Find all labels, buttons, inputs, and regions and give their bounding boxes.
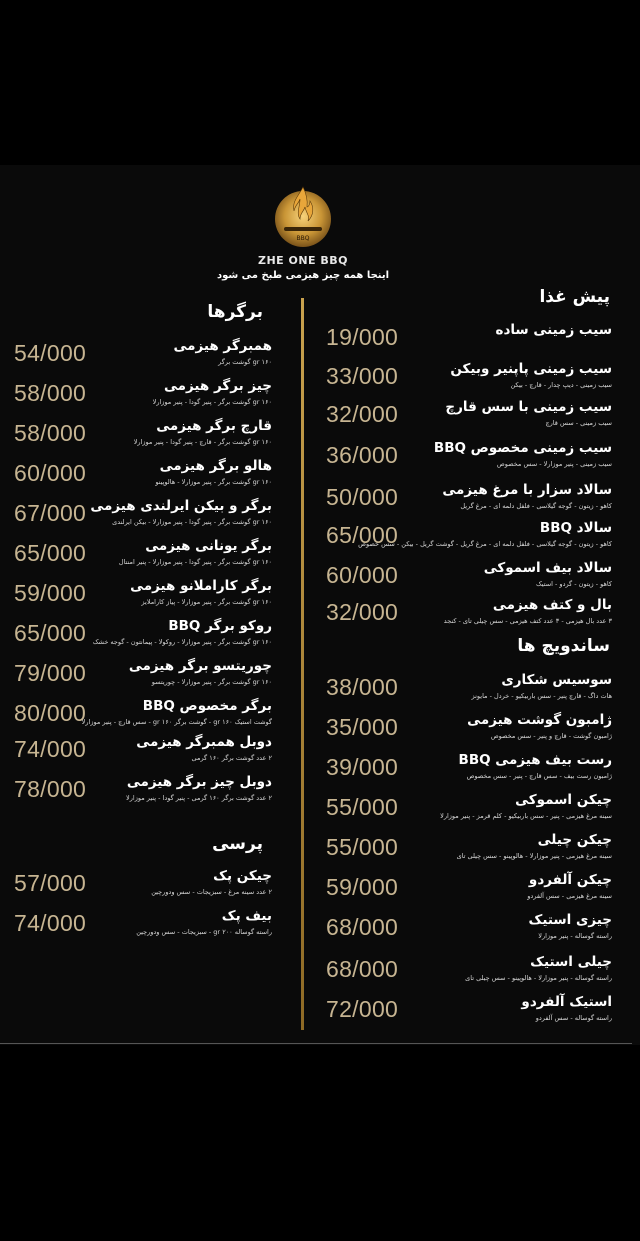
item-description: ۱۶۰ gr گوشت برگر - قارچ - پنیر گودا - پنیر موزارلا (133, 438, 272, 446)
item-name: چیلی استیک (530, 954, 612, 970)
item-description: راسته گوساله ۲۰۰ gr - سبزیجات - سس ودورچین (136, 928, 272, 936)
menu-item (14, 698, 272, 738)
item-description: کاهو - زیتون - گردو - استیک (535, 580, 612, 588)
item-description: ۲ عدد گوشت برگر ۱۶۰ گرمی (191, 754, 272, 762)
item-price: 58/000 (14, 420, 87, 446)
item-price: 57/000 (14, 870, 87, 896)
menu-item (14, 658, 272, 698)
menu-item (326, 792, 612, 832)
item-name: سیب زمینی مخصوص BBQ (433, 440, 612, 456)
item-description: سیب زمینی - پنیر موزارلا - سس مخصوص (496, 460, 612, 468)
item-price: 74/000 (14, 736, 87, 762)
item-price: 32/000 (326, 599, 399, 625)
item-name: برگر و بیکن ایرلندی هیزمی (90, 498, 272, 514)
item-name: چوریتسو برگر هیزمی (128, 658, 272, 674)
item-description: سینه مرغ هیزمی - پنیر موزارلا - هالوپینو - سس چیلی تای (456, 852, 612, 860)
item-name: قارچ برگر هیزمی (156, 418, 272, 434)
item-description: ۲ عدد سینه مرغ - سبزیجات - سس ودورچین (151, 888, 272, 896)
item-description: ۱۶۰ gr گوشت برگر - پنیر گودا - پنیر موزارلا - بیکن ایرلندی (112, 518, 272, 526)
svg-text:BBQ: BBQ (296, 235, 310, 242)
item-name: چیکن چیلی (537, 832, 612, 848)
menu-item (14, 378, 272, 418)
item-name: چیزی استیک (528, 912, 612, 928)
item-price: 72/000 (326, 996, 399, 1022)
item-name: بال و کتف هیزمی (492, 597, 612, 613)
item-price: 79/000 (14, 660, 87, 686)
menu-item (326, 560, 612, 600)
item-price: 55/000 (326, 794, 399, 820)
menu-item (326, 672, 612, 712)
item-price: 35/000 (326, 714, 399, 740)
item-price: 59/000 (14, 580, 87, 606)
item-name: بیف پک (221, 908, 272, 924)
item-name: سیب زمینی با سس قارچ (445, 399, 612, 415)
menu-item (14, 618, 272, 658)
item-name: سالاد BBQ (539, 520, 612, 536)
menu-item (326, 361, 612, 401)
item-name: چیکن آلفردو (528, 872, 612, 888)
item-price: 59/000 (326, 874, 399, 900)
item-description: ۱۶۰ gr گوشت برگر - پنیر گودا - پنیر موزارلا (152, 398, 272, 406)
menu-item (326, 752, 612, 792)
item-name: روکو برگر BBQ (168, 618, 272, 634)
item-description: سینه مرغ هیزمی - پنیر - سس باربیکیو - کلم قرمز - پنیر موزارلا (440, 812, 612, 820)
item-price: 19/000 (326, 324, 399, 350)
menu-item (326, 912, 612, 952)
item-price: 33/000 (326, 363, 399, 389)
item-price: 74/000 (14, 910, 87, 936)
item-name: سالاد سزار با مرغ هیزمی (442, 482, 612, 498)
item-name: برگر یونانی هیزمی (145, 538, 272, 554)
item-name: سیب زمینی ساده (495, 322, 612, 338)
item-name: چیکن اسموکی (515, 792, 612, 808)
item-price: 50/000 (326, 484, 399, 510)
bottom-rule (0, 1043, 632, 1044)
item-price: 39/000 (326, 754, 399, 780)
menu-item (326, 440, 612, 480)
item-description: هات داگ - قارچ پنیر - سس باربیکیو - خردل - مایونز (471, 692, 612, 700)
item-price: 60/000 (14, 460, 87, 486)
menu-item (326, 399, 612, 439)
item-description: کاهو - زیتون - گوجه گیلاسی - فلفل دلمه ای - مرغ گریل (460, 502, 612, 510)
item-price: 67/000 (14, 500, 87, 526)
item-price: 80/000 (14, 700, 87, 726)
item-description: سیب زمینی - دیپ چدار - قارچ - بیکن (510, 381, 612, 389)
menu-item (14, 458, 272, 498)
item-description: ۱۶۰ gr گوشت برگر - پنیر موزارلا - هالوپینو (155, 478, 272, 486)
item-description: ۲ عدد گوشت برگر ۱۶۰ گرمی - پنیر گودا - پنیر موزارلا (126, 794, 272, 802)
menu-item (14, 734, 272, 774)
menu-item (14, 868, 272, 908)
item-name: برگر کاراملانو هیزمی (130, 578, 272, 594)
item-description: ۱۶۰ gr گوشت برگر - پنیر موزارلا - پیاز کاراملایز (141, 598, 272, 606)
item-name: چیکن پک (213, 868, 272, 884)
menu-item (14, 338, 272, 378)
item-price: 68/000 (326, 914, 399, 940)
menu-item (14, 774, 272, 814)
column-divider (301, 298, 304, 1030)
item-name: سوسیس شکاری (501, 672, 612, 688)
item-description: سیب زمینی - سس قارچ (545, 419, 612, 427)
item-price: 58/000 (14, 380, 87, 406)
item-description: راسته گوساله - پنیر موزارلا (538, 932, 612, 940)
item-price: 60/000 (326, 562, 399, 588)
item-price: 68/000 (326, 956, 399, 982)
item-price: 32/000 (326, 401, 399, 427)
item-price: 65/000 (14, 620, 87, 646)
flame-logo-icon (270, 183, 336, 249)
section-title: پیش غذا (539, 287, 610, 307)
item-price: 38/000 (326, 674, 399, 700)
item-name: سالاد بیف اسموکی (483, 560, 612, 576)
item-description: ۱۶۰ gr گوشت برگر (218, 358, 272, 366)
section-title: پرسی (212, 834, 263, 854)
section-title: برگرها (207, 302, 263, 322)
brand-name: ZHE ONE BBQ (257, 254, 349, 267)
menu-item (326, 712, 612, 752)
item-name: همبرگر هیزمی (173, 338, 272, 354)
item-description: کاهو - زیتون - گوجه گیلاسی - فلفل دلمه ای - مرغ گریل - گوشت گریل - بیکن - سس خصوص (358, 540, 612, 548)
item-name: ژامبون گوشت هیزمی (467, 712, 612, 728)
menu-item (326, 482, 612, 522)
tagline: اینجا همه چیز هیزمی طبخ می شود (216, 270, 390, 281)
menu-item (326, 322, 612, 362)
menu-item (14, 498, 272, 538)
item-price: 78/000 (14, 776, 87, 802)
menu-item (326, 872, 612, 912)
menu-item (326, 597, 612, 637)
item-description: گوشت استیک ۱۶۰ gr - گوشت برگر ۱۶۰ gr - سس قارچ - پنیر موزارلا (81, 718, 272, 726)
item-price: 36/000 (326, 442, 399, 468)
item-name: هالو برگر هیزمی (159, 458, 272, 474)
menu-item (326, 954, 612, 994)
menu-item (14, 538, 272, 578)
item-price: 54/000 (14, 340, 87, 366)
item-description: ژامبون رست بیف - سس قارچ - پنیر - سس مخصوص (466, 772, 612, 780)
item-description: ژامبون گوشت - قارچ و پنیر - سس مخصوص (490, 732, 612, 740)
section-title: ساندویچ ها (517, 636, 610, 656)
menu-item (14, 418, 272, 458)
menu-item (326, 832, 612, 872)
item-description: ۳ عدد بال هیزمی - ۳ عدد کتف هیزمی - سس چیلی تای - کنجد (443, 617, 612, 625)
item-name: استیک آلفردو (521, 994, 612, 1010)
menu-item (14, 578, 272, 618)
item-price: 55/000 (326, 834, 399, 860)
item-description: سینه مرغ هیزمی - سس آلفردو (527, 892, 612, 900)
item-name: دوبل همبرگر هیزمی (136, 734, 272, 750)
item-name: چیز برگر هیزمی (163, 378, 272, 394)
menu-item (326, 520, 612, 560)
menu-item (14, 908, 272, 948)
item-description: ۱۶۰ gr گوشت برگر - پنیر گودا - پنیر موزارلا - پنیر امنتال (118, 558, 272, 566)
item-name: سیب زمینی پاپنیر وبیکن (450, 361, 612, 377)
item-price: 65/000 (326, 522, 399, 548)
menu-item (326, 994, 612, 1034)
item-description: راسته گوساله - پنیر موزارلا - هالوپینو - سس چیلی تای (465, 974, 612, 982)
item-description: ۱۶۰ gr گوشت برگر - پنیر موزارلا - روکولا - پیمانتون - گوجه خشک (92, 638, 272, 646)
item-name: برگر مخصوص BBQ (142, 698, 272, 714)
item-description: راسته گوساله - سس آلفردو (535, 1014, 612, 1022)
item-name: دوبل چیز برگر هیزمی (126, 774, 272, 790)
item-price: 65/000 (14, 540, 87, 566)
item-description: ۱۶۰ gr گوشت برگر - پنیر موزارلا - چوریتسو (151, 678, 272, 686)
item-name: رست بیف هیزمی BBQ (458, 752, 612, 768)
